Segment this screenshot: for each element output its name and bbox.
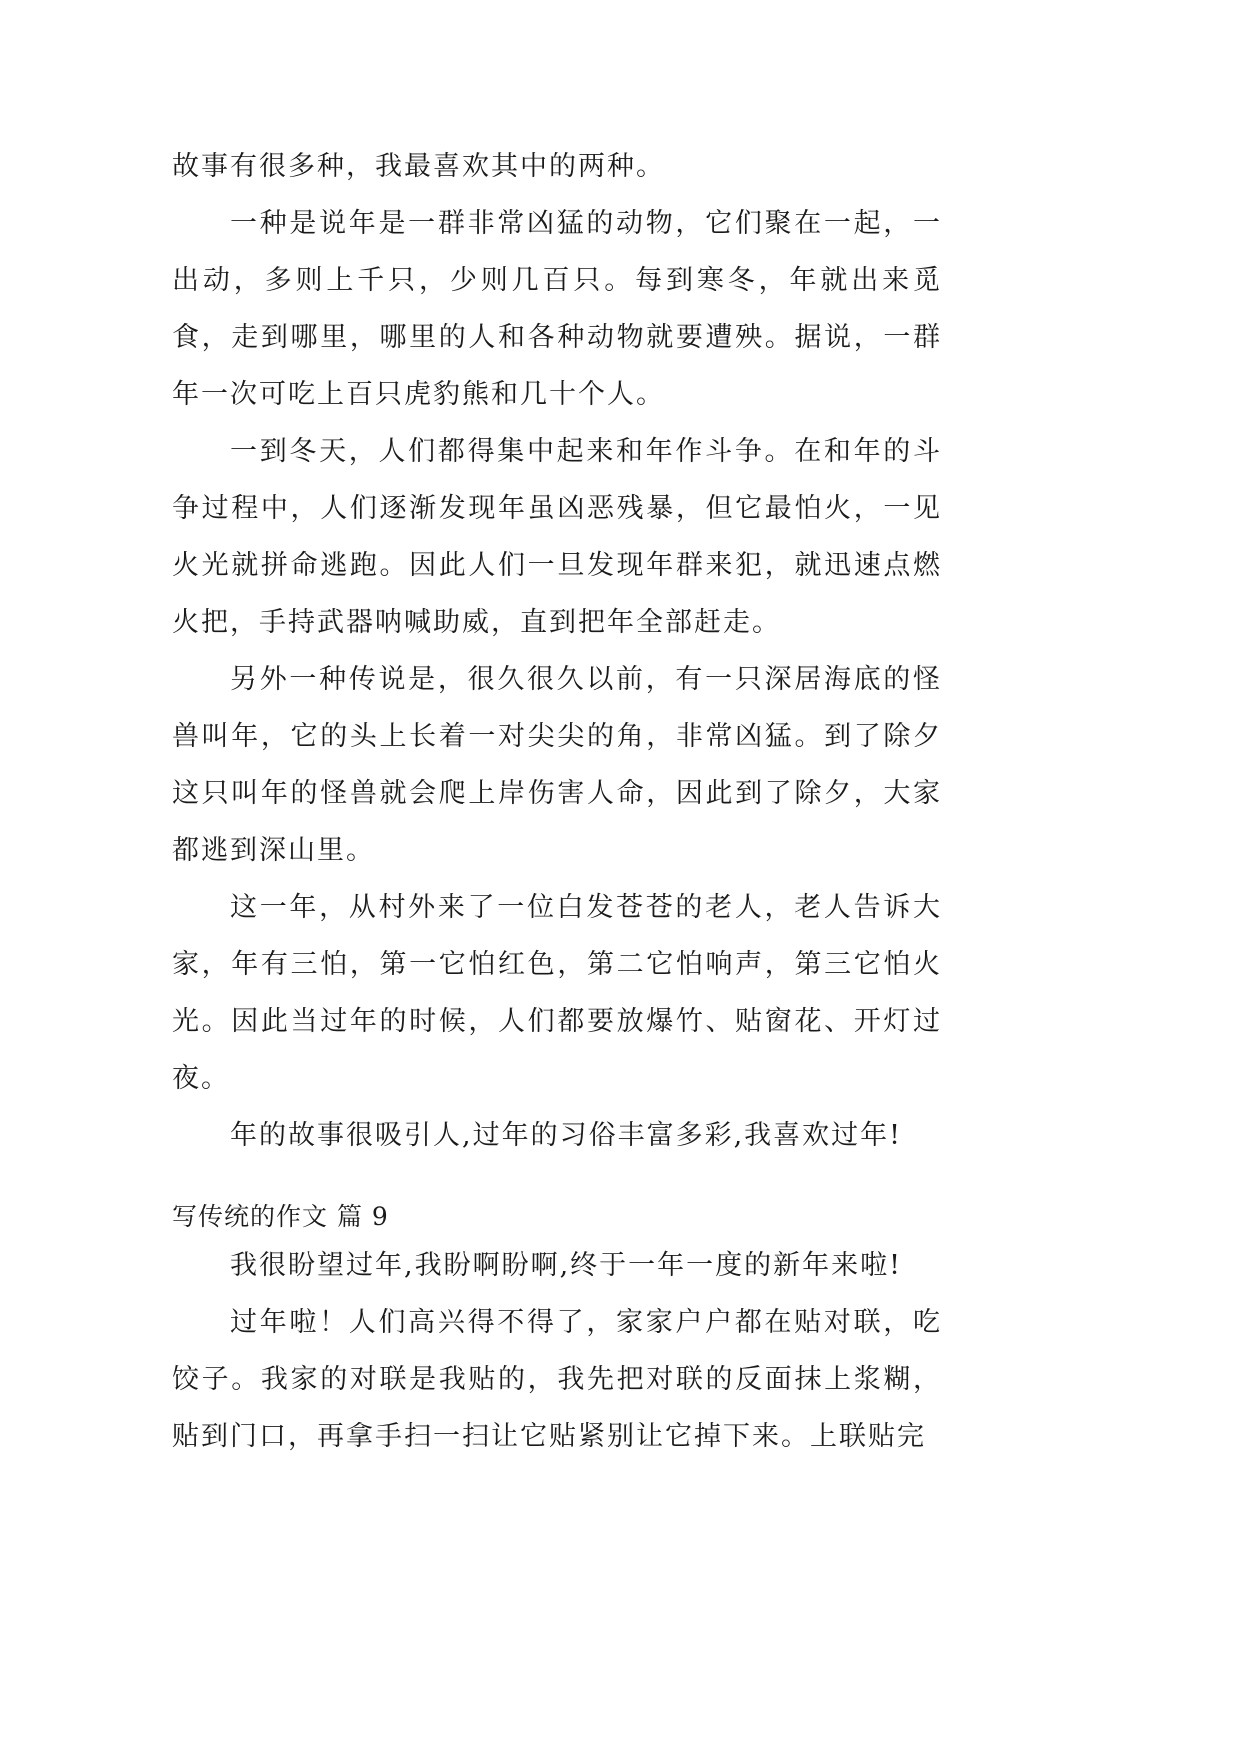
- paragraph-intro: 故事有很多种，我最喜欢其中的两种。: [172, 151, 665, 182]
- paragraph-section-one: 我很盼望过年,我盼啊盼啊,终于一年一度的新年来啦!: [230, 1250, 903, 1281]
- section-heading: 写传统的作文 篇 9: [172, 1202, 389, 1231]
- paragraph-old-man: 这一年，从村外来了一位白发苍苍的老人，老人告诉大家，年有三怕，第一它怕红色，第二它怕响声，第三它怕火光。因此当过年的时候，人们都要放爆竹、贴窗花、开灯过夜。: [172, 892, 942, 1094]
- paragraph-section-two: 过年啦！人们高兴得不得了，家家户户都在贴对联，吃饺子。我家的对联是我贴的，我先把对联的反面抹上浆糊，贴到门口，再拿手扫一扫让它贴紧别让它掉下来。上联贴完: [172, 1307, 942, 1452]
- paragraph-story-one: 一种是说年是一群非常凶猛的动物，它们聚在一起，一出动，多则上千只，少则几百只。每到寒冬，年就出来觅食，走到哪里，哪里的人和各种动物就要遭殃。据说，一群年一次可吃上百只虎豹熊和几十个人。: [172, 208, 942, 410]
- paragraph-fight-nian: 一到冬天，人们都得集中起来和年作斗争。在和年的斗争过程中，人们逐渐发现年虽凶恶残暴，但它最怕火，一见火光就拼命逃跑。因此人们一旦发现年群来犯，就迅速点燃火把，手持武器呐喊助威，直到把年全部赶走。: [172, 436, 942, 638]
- paragraph-story-two: 另外一种传说是，很久很久以前，有一只深居海底的怪兽叫年，它的头上长着一对尖尖的角，非常凶猛。到了除夕这只叫年的怪兽就会爬上岸伤害人命，因此到了除夕，大家都逃到深山里。: [172, 664, 942, 866]
- paragraph-conclusion: 年的故事很吸引人,过年的习俗丰富多彩,我喜欢过年!: [230, 1120, 903, 1151]
